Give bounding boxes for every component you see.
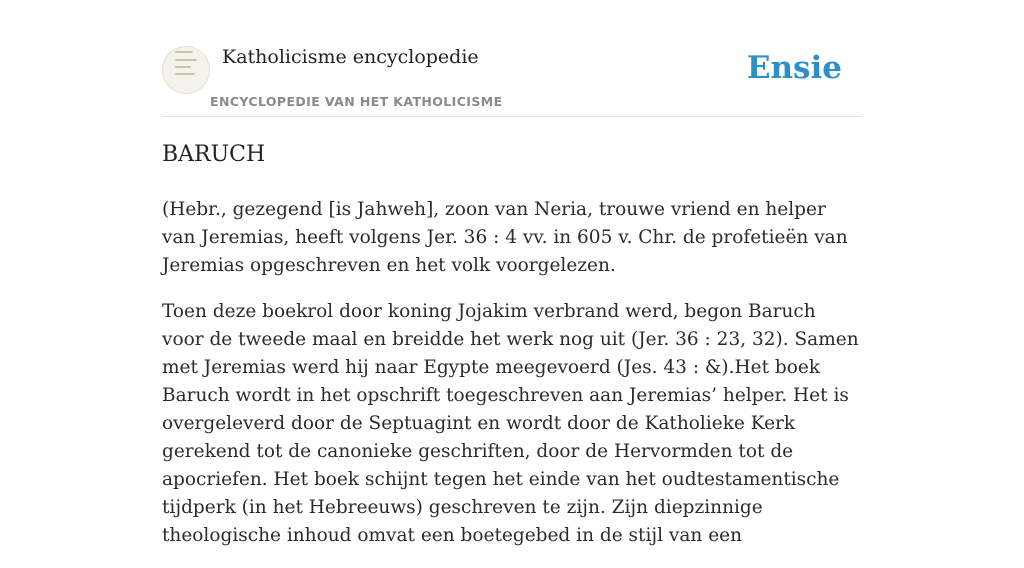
article-paragraph: (Hebr., gezegend [is Jahweh], zoon van Neria, trouwe vriend en helper van Jeremias, heeft volgens Jer. 36 : 4 vv. in 605 v. Chr. de profetieën van Jeremias opgeschreven en het volk voorgelezen. xyxy=(162,199,848,276)
article-paragraph: Toen deze boekrol door koning Jojakim verbrand werd, begon Baruch voor de tweede maal en breidde het werk nog uit (Jer. 36 : 23, 32). Samen met Jeremias werd hij naar Egypte meegevoerd (Jes. 43 : &).Het boek Baruch wordt in het opschrift toegeschreven aan Jeremias’ helper. Het is overgeleverd door de Septuagint en wordt door de Katholieke Kerk gerekend tot de canonieke geschriften, door de Hervormden tot de apocriefen. Het boek schijnt tegen het einde van het oudtestamentische tijdperk (in het Hebreeuws) geschreven te zijn. Zijn diepzinnige theologische inhoud omvat een boetegebed in de stijl van een xyxy=(162,301,859,546)
ensie-brand-link[interactable]: Ensie xyxy=(746,50,842,86)
site-title[interactable]: Katholicisme encyclopedie xyxy=(222,46,479,68)
article xyxy=(162,140,862,568)
logo-seal-line xyxy=(175,59,197,61)
logo-seal-line xyxy=(175,66,191,68)
site-header xyxy=(162,40,862,117)
logo-seal-line xyxy=(175,51,193,53)
site-subtitle: ENCYCLOPEDIE VAN HET KATHOLICISME xyxy=(210,94,503,109)
encyclopedia-logo[interactable] xyxy=(162,46,210,94)
logo-seal-line xyxy=(175,73,195,75)
article-title: BARUCH xyxy=(162,142,266,167)
